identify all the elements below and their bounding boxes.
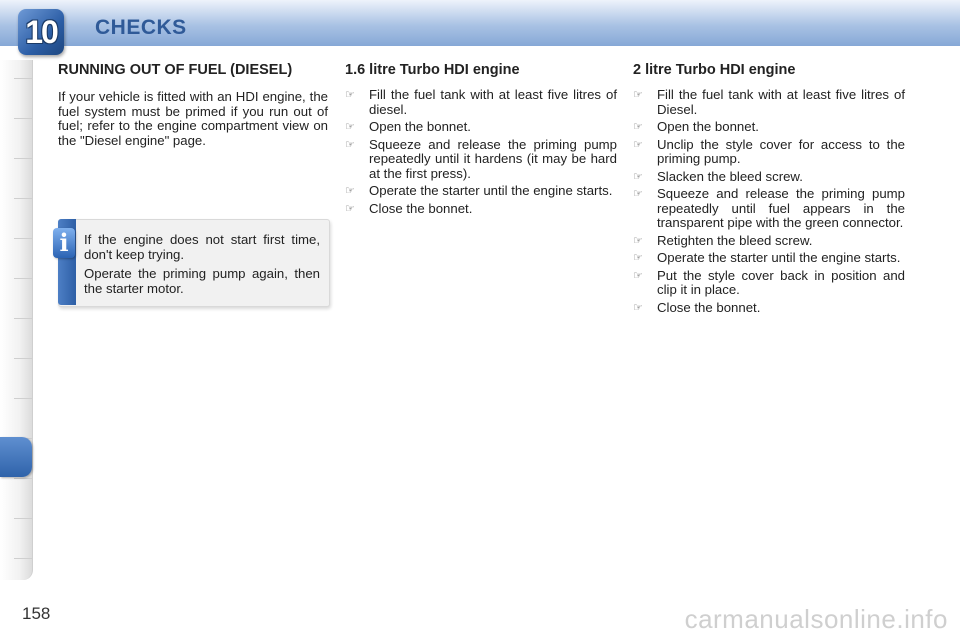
step-list <box>345 88 617 216</box>
page-number: 158 <box>22 604 51 623</box>
pointing-hand-icon: ☞ <box>633 301 643 314</box>
chapter-tab-divider <box>14 158 32 159</box>
chapter-tab-divider <box>14 518 32 519</box>
pointing-hand-icon: ☞ <box>633 89 643 101</box>
pointing-hand-icon: ☞ <box>345 121 355 133</box>
step-item: ☞ Operate the starter until the engine starts. <box>345 183 613 198</box>
pointing-hand-icon: ☞ <box>633 234 643 247</box>
step-item: ☞ Unclip the style cover for access to the priming pump. <box>633 136 905 166</box>
pointing-hand-icon: ☞ <box>633 252 643 264</box>
chapter-tab-divider <box>14 398 32 399</box>
middle-column <box>345 62 617 219</box>
intro-paragraph: If your vehicle is fitted with an HDI engine, the fuel system must be primed if you run out of fuel; refer to the engine compartment view on the "Diesel engine" page. <box>58 89 328 148</box>
chapter-tab-divider <box>14 118 32 119</box>
step-list <box>633 88 905 315</box>
chapter-tab-strip <box>0 60 33 580</box>
chapter-tab-divider <box>14 558 32 559</box>
chapter-tab-divider <box>14 238 32 239</box>
pointing-hand-icon: ☞ <box>345 89 355 101</box>
step-item: ☞ Open the bonnet. <box>345 119 471 134</box>
step-item: ☞ Close the bonnet. <box>633 299 761 315</box>
step-item: ☞ Put the style cover back in position and clip it in place. <box>633 267 905 297</box>
step-item: ☞ Fill the fuel tank with at least five litres of diesel. <box>345 87 617 117</box>
chapter-tab-active[interactable] <box>0 437 32 477</box>
watermark: carmanualsonline.info <box>684 604 948 634</box>
right-column <box>633 62 905 318</box>
step-item: ☞ Retighten the bleed screw. <box>633 232 813 248</box>
info-icon: i <box>53 228 75 258</box>
pointing-hand-icon: ☞ <box>633 269 643 282</box>
pointing-hand-icon: ☞ <box>633 170 643 183</box>
section-heading: RUNNING OUT OF FUEL (DIESEL) <box>58 62 293 78</box>
step-item: ☞ Fill the fuel tank with at least five litres of Diesel. <box>633 87 905 117</box>
info-line: Operate the priming pump again, then the starter motor. <box>84 266 320 296</box>
step-item: ☞ Close the bonnet. <box>345 200 473 216</box>
pointing-hand-icon: ☞ <box>345 185 355 197</box>
step-item: ☞ Squeeze and release the priming pump repeatedly until fuel appears in the transparent pipe with the green connector. <box>633 186 905 230</box>
chapter-tab-divider <box>14 78 32 79</box>
section-heading: 1.6 litre Turbo HDI engine <box>345 62 520 78</box>
step-item: ☞ Squeeze and release the priming pump repeatedly until it hardens (it may be hard at the first press). <box>345 136 617 181</box>
pointing-hand-icon: ☞ <box>633 121 643 133</box>
pointing-hand-icon: ☞ <box>633 188 643 200</box>
info-line: If the engine does not start first time, don't keep trying. <box>84 232 320 262</box>
chapter-tab-divider <box>14 478 32 479</box>
info-text <box>84 233 320 301</box>
section-heading: 2 litre Turbo HDI engine <box>633 62 796 78</box>
chapter-tab-divider <box>14 358 32 359</box>
pointing-hand-icon: ☞ <box>345 138 355 151</box>
step-item: ☞ Slacken the bleed screw. <box>633 168 803 184</box>
chapter-title: CHECKS <box>95 16 187 39</box>
chapter-tab-divider <box>14 198 32 199</box>
step-item: ☞ Open the bonnet. <box>633 119 759 134</box>
pointing-hand-icon: ☞ <box>345 202 355 215</box>
left-column <box>58 62 328 148</box>
chapter-tab-divider <box>14 278 32 279</box>
step-item: ☞ Operate the starter until the engine starts. <box>633 250 901 265</box>
chapter-number: 10 <box>25 14 57 50</box>
chapter-tab-divider <box>14 318 32 319</box>
pointing-hand-icon: ☞ <box>633 138 643 151</box>
